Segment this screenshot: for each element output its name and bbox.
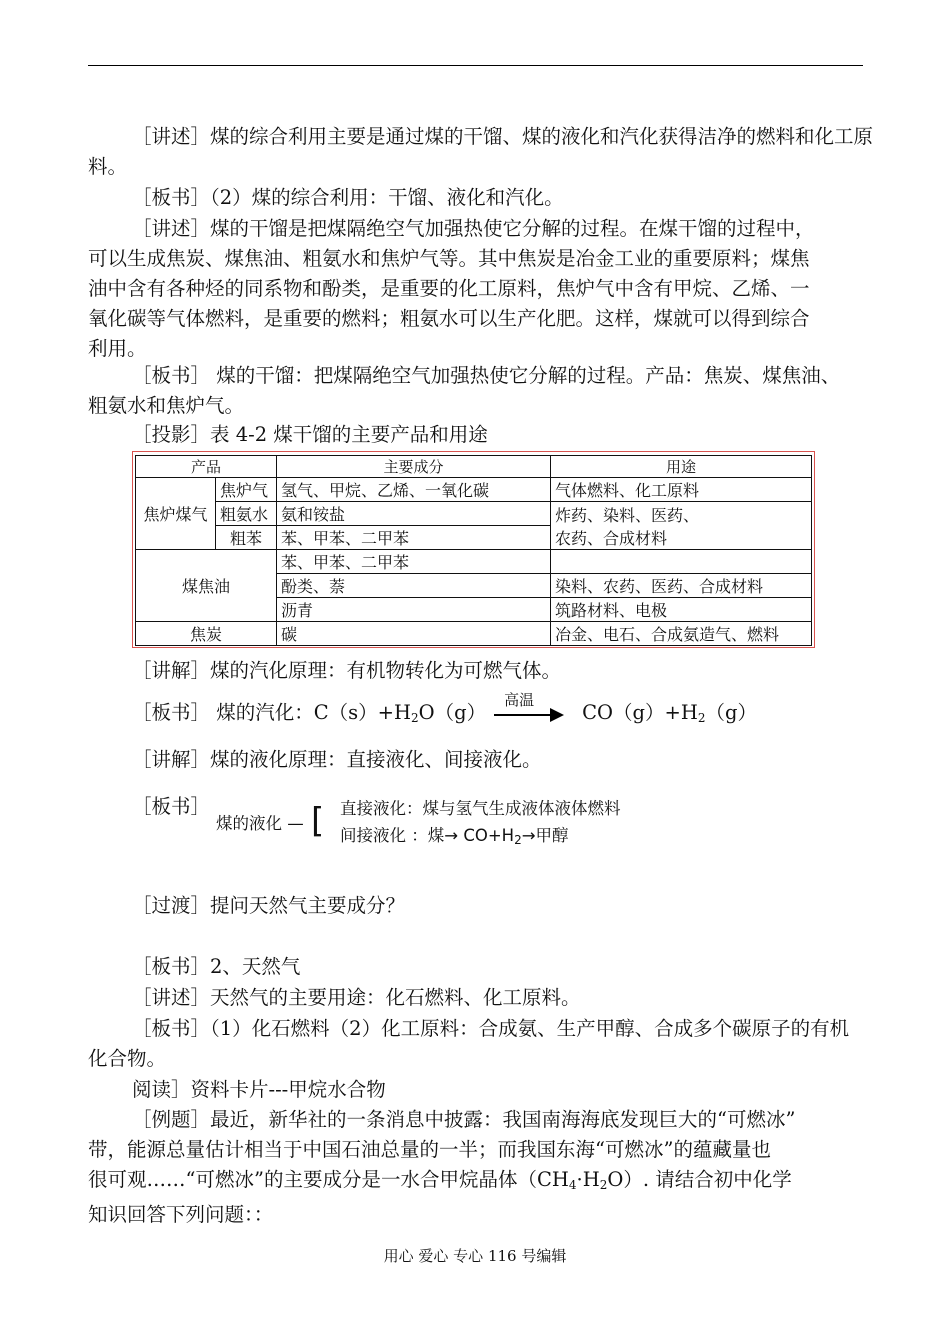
equation-label: ［板书］ 煤的汽化： (132, 701, 314, 724)
cell-components: 碳 (277, 622, 551, 646)
paragraph-board-2-cont: 粗氨水和焦炉气。 (88, 394, 245, 417)
cell-uses: 冶金、电石、合成氨造气、燃料 (551, 622, 812, 646)
paragraph-explain-liquefaction: ［讲解］煤的液化原理：直接液化、间接液化。 (132, 748, 542, 771)
reaction-arrow (492, 691, 568, 728)
cell-uses: 染料、农药、医药、合成材料 (551, 574, 812, 598)
cell-coke-oven-gas-group: 焦炉煤气 (136, 478, 216, 550)
paragraph-transition: ［过渡］提问天然气主要成分？ (132, 894, 406, 917)
header-rule (88, 65, 863, 66)
bracket-icon: [ (311, 801, 325, 841)
liquefaction-diagram (216, 794, 676, 852)
cell-product: 粗苯 (216, 526, 277, 550)
right-arrow-icon (492, 704, 568, 726)
header-product: 产品 (136, 456, 277, 478)
paragraph-lecture-natural-gas: ［讲述］天然气的主要用途：化石燃料、化工原料。 (132, 986, 581, 1009)
cell-components: 沥青 (277, 598, 551, 622)
table-header-row (136, 456, 812, 478)
cell-uses (551, 550, 812, 574)
paragraph-lecture-2: ［讲述］煤的干馏是把煤隔绝空气加强热使它分解的过程。在煤干馏的过程中， (132, 217, 815, 240)
table-row (136, 478, 812, 502)
liquefaction-title: 煤的液化 — (216, 814, 304, 833)
paragraph-board-natural-gas: ［板书］2、天然气 (132, 955, 301, 978)
cell-components: 氨和铵盐 (277, 502, 551, 526)
table-row (136, 622, 812, 646)
paragraph-board-uses: ［板书］（1）化石燃料（2）化工原料：合成氨、生产甲醇、合成多个碳原子的有机 (132, 1017, 850, 1040)
direct-liquefaction: 直接液化：煤与氢气生成液体液体燃料 (340, 799, 621, 818)
coal-products-table (135, 455, 812, 646)
paragraph-board-2: ［板书］ 煤的干馏：把煤隔绝空气加强热使它分解的过程。产品：焦炭、煤焦油、 (132, 364, 841, 387)
cell-uses: 气体燃料、化工原料 (551, 478, 812, 502)
gasification-equation: ［板书］ 煤的汽化：$C(s)+H_2O(g)$ 高温 $CO(g)+H_2(g)$ (132, 698, 757, 733)
header-components: 主要成分 (277, 456, 551, 478)
header-uses: 用途 (551, 456, 812, 478)
table-row (136, 502, 812, 526)
cell-coke: 焦炭 (136, 622, 277, 646)
paragraph-reading: 阅读］资料卡片---甲烷水合物 (132, 1078, 386, 1101)
cell-product: 粗氨水 (216, 502, 277, 526)
paragraph-lecture-2-cont: 可以生成焦炭、煤焦油、粗氨水和焦炉气等。其中焦炭是冶金工业的重要原料；煤焦 油中含有各种烃的同系物和酚类，是重要的化工原料，焦炉气中含有甲烷、乙烯、一 氧化碳等气体燃料，是重要的燃料；粗氨水可以生产化肥。这样，煤就可以得到综合 利用。 (88, 247, 810, 360)
cell-components: 苯、甲苯、二甲苯 (277, 526, 551, 550)
paragraph-lecture-1: ［讲述］煤的综合利用主要是通过煤的干馏、煤的液化和汽化获得洁净的燃料和化工原 (132, 125, 874, 148)
cell-components: 苯、甲苯、二甲苯 (277, 550, 551, 574)
paragraph-projection: ［投影］表 4-2 煤干馏的主要产品和用途 (132, 423, 488, 446)
paragraph-example-cont: 带，能源总量估计相当于中国石油总量的一半；而我国东海“可燃冰”的蕴藏量也 很可观……“可燃冰”的主要成分是一水合甲烷晶体$(CH_4\cdot H_2O)$. 请结合初中化学 知识回答下列问题：： (88, 1138, 792, 1226)
paragraph-explain-gasification: ［讲解］煤的汽化原理：有机物转化为可燃气体。 (132, 659, 562, 682)
page-footer: 用心 爱心 专心 116 号编辑 (383, 1247, 567, 1265)
cell-product: 焦炉气 (216, 478, 277, 502)
cell-uses: 筑路材料、电极 (551, 598, 812, 622)
paragraph-example: ［例题］最近，新华社的一条消息中披露：我国南海海底发现巨大的“可燃冰” (132, 1108, 796, 1131)
reaction-condition: 高温 (504, 691, 535, 709)
cell-components: 氢气、甲烷、乙烯、一氧化碳 (277, 478, 551, 502)
paragraph-board-uses-cont: 化合物。 (88, 1047, 167, 1070)
cell-coal-tar: 煤焦油 (136, 550, 277, 622)
cell-uses-benzene: 炸药、染料、医药、 农药、合成材料 (551, 502, 812, 550)
board-label-liquefaction: ［板书］ (132, 795, 211, 818)
indirect-liquefaction: 间接液化 ：煤→ $CO+H_2\to$甲醇 (340, 826, 569, 847)
table-row (136, 550, 812, 574)
paragraph-board-1: ［板书］（2）煤的综合利用：干馏、液化和汽化。 (132, 186, 564, 209)
cell-components: 酚类、萘 (277, 574, 551, 598)
paragraph-lecture-1-cont: 料。 (88, 155, 128, 178)
